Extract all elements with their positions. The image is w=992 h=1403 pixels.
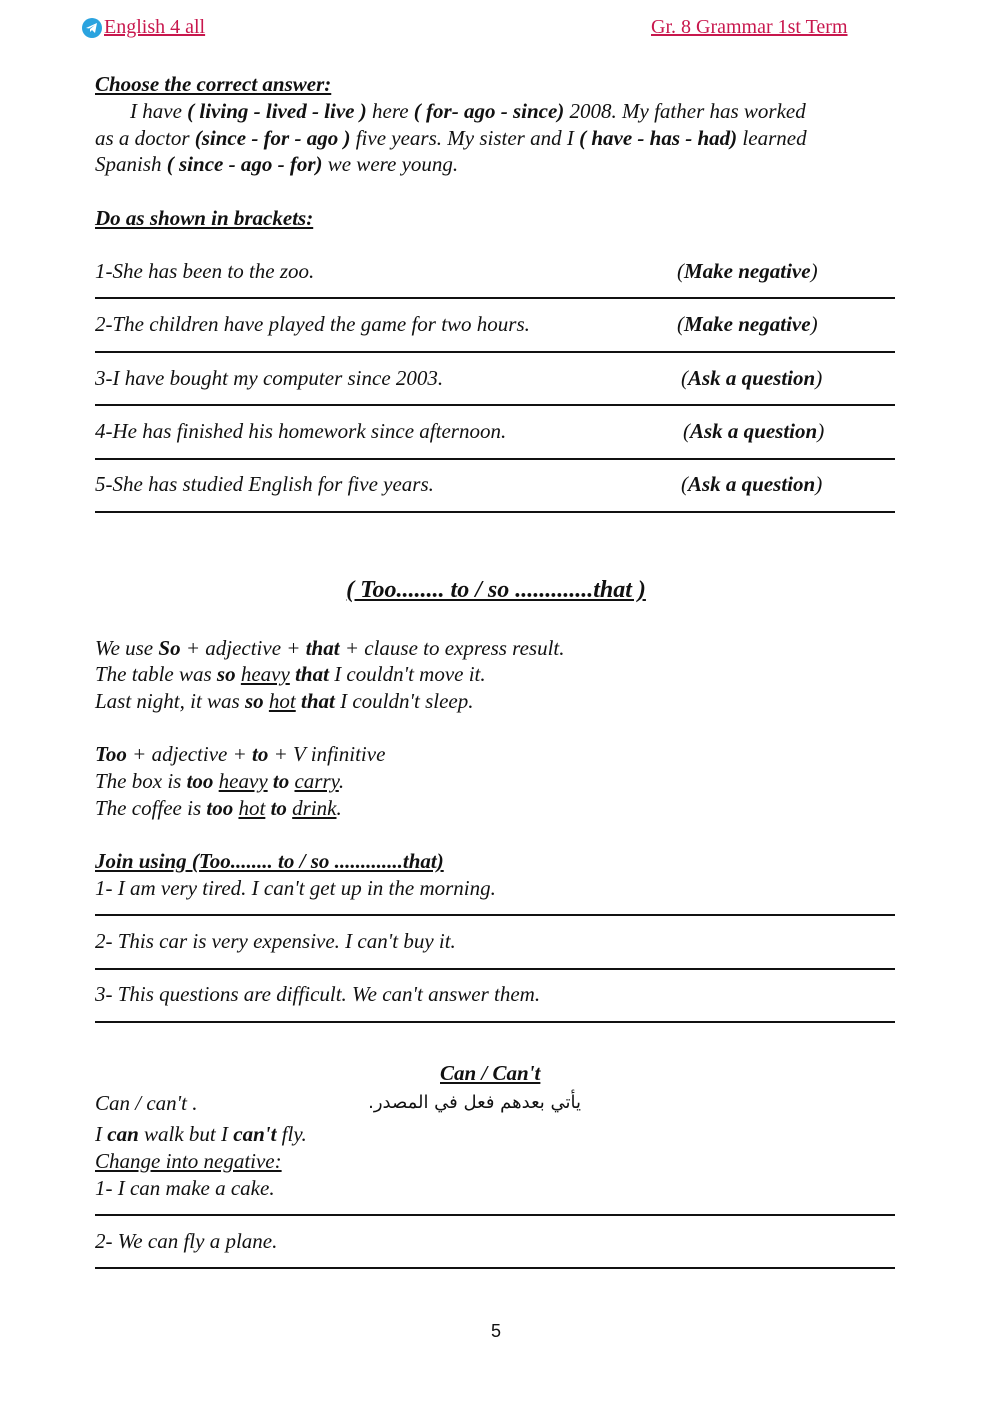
too-rule: Too + adjective + to + V infinitive [95, 742, 386, 766]
answer-line[interactable] [95, 511, 895, 513]
bracket-instruction-5: (Ask a question) [681, 472, 823, 496]
so-rule: We use So + adjective + that + clause to express result. [95, 636, 565, 660]
choose-line-3: Spanish ( since - ago - for) we were young. [95, 152, 459, 176]
bracket-item-2: 2-The children have played the game for two hours. [95, 312, 530, 336]
bracket-instruction-1: (Make negative) [677, 259, 818, 283]
arabic-note: يأتي بعدهم فعل في المصدر. [368, 1092, 581, 1113]
bracket-item-1: 1-She has been to the zoo. [95, 259, 315, 283]
header-right-link[interactable]: Gr. 8 Grammar 1st Term [651, 16, 848, 38]
bracket-instruction-2: (Make negative) [677, 312, 818, 336]
answer-line[interactable] [95, 351, 895, 353]
so-example-1: The table was so heavy that I couldn't move it. [95, 662, 486, 686]
join-item-2: 2- This car is very expensive. I can't buy it. [95, 929, 456, 953]
answer-line[interactable] [95, 1021, 895, 1023]
choose-line-2: as a doctor (since - for - ago ) five years. My sister and I ( have - has - had) learned [95, 126, 807, 150]
can-item-1: 1- I can make a cake. [95, 1176, 275, 1200]
answer-line[interactable] [95, 1267, 895, 1269]
can-title: Can / Can't [440, 1061, 541, 1085]
can-item-2: 2- We can fly a plane. [95, 1229, 278, 1253]
choose-heading: Choose the correct answer: [95, 72, 332, 96]
can-example: I can walk but I can't fly. [95, 1122, 307, 1146]
too-so-title: ( Too........ to / so .............that ) [346, 577, 646, 603]
bracket-instruction-3: (Ask a question) [681, 366, 823, 390]
telegram-icon[interactable] [82, 18, 102, 38]
so-example-2: Last night, it was so hot that I couldn't sleep. [95, 689, 474, 713]
brackets-heading: Do as shown in brackets: [95, 206, 314, 230]
too-example-2: The coffee is too hot to drink. [95, 796, 342, 820]
header-left [82, 16, 205, 39]
answer-line[interactable] [95, 1214, 895, 1216]
answer-line[interactable] [95, 297, 895, 299]
bracket-instruction-4: (Ask a question) [683, 419, 825, 443]
choose-line-1: I have ( living - lived - live ) here ( for- ago - since) 2008. My father has worked [130, 99, 806, 123]
answer-line[interactable] [95, 968, 895, 970]
join-item-1: 1- I am very tired. I can't get up in the morning. [95, 876, 496, 900]
bracket-item-5: 5-She has studied English for five years. [95, 472, 434, 496]
page-number: 5 [490, 1321, 501, 1341]
bracket-item-3: 3-I have bought my computer since 2003. [95, 366, 444, 390]
too-example-1: The box is too heavy to carry. [95, 769, 345, 793]
can-rule: Can / can't . [95, 1091, 198, 1115]
answer-line[interactable] [95, 914, 895, 916]
bracket-item-4: 4-He has finished his homework since afternoon. [95, 419, 507, 443]
join-item-3: 3- This questions are difficult. We can't answer them. [95, 982, 541, 1006]
join-heading: Join using (Too........ to / so .............that) [95, 849, 444, 873]
change-negative-heading: Change into negative: [95, 1149, 282, 1173]
answer-line[interactable] [95, 458, 895, 460]
answer-line[interactable] [95, 404, 895, 406]
header-left-link[interactable]: English 4 all [104, 16, 206, 38]
